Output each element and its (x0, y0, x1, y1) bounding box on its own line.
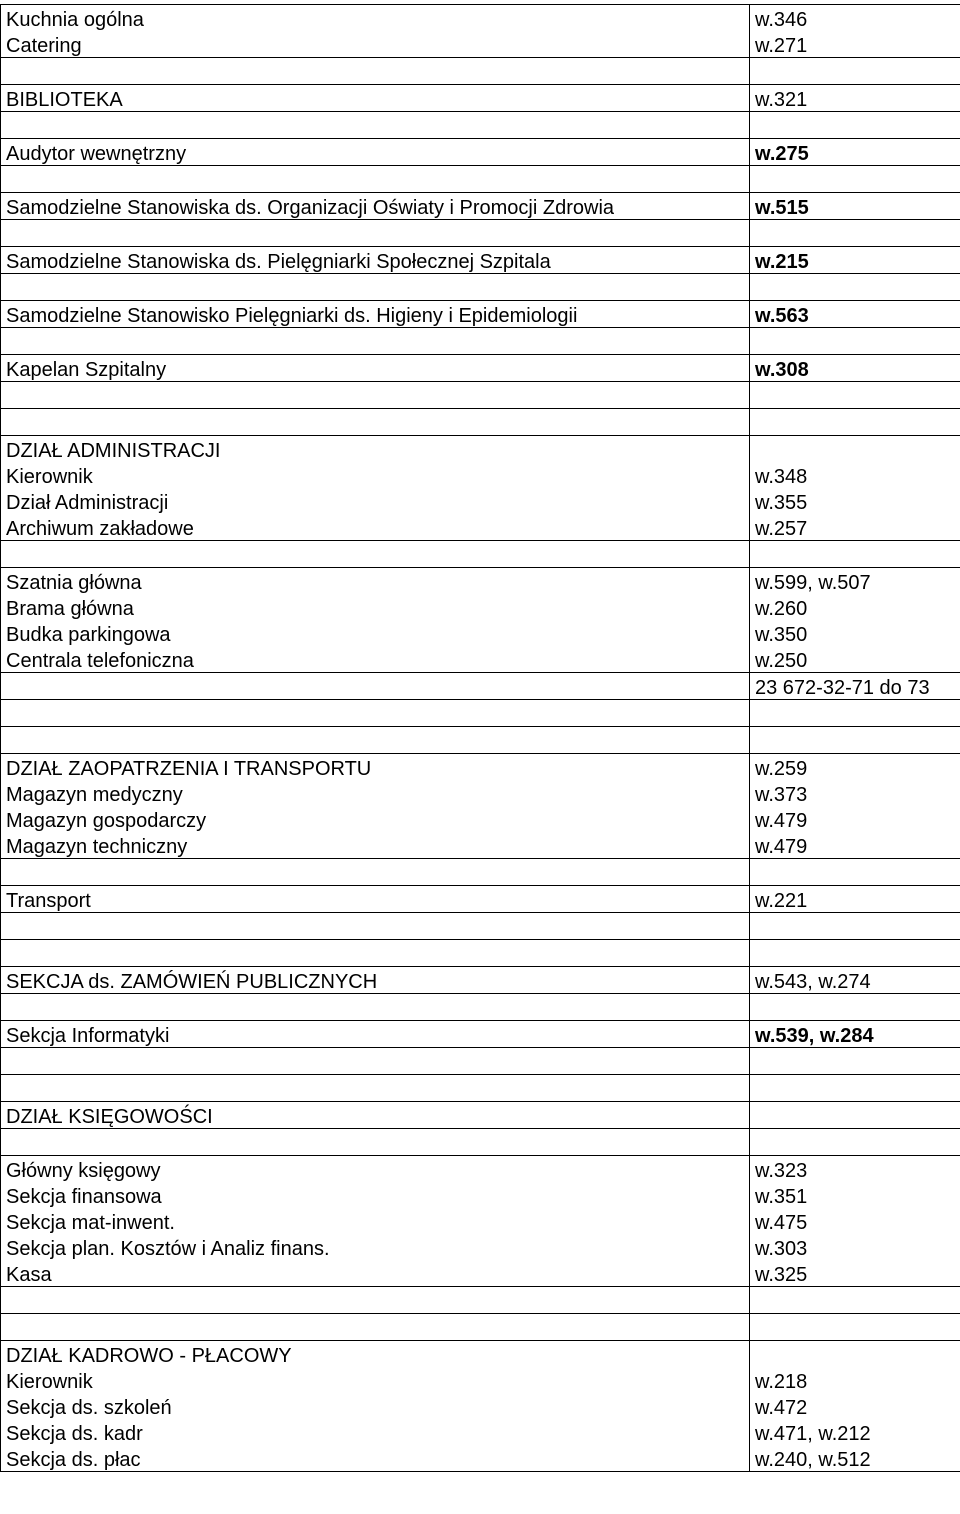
table-row (1, 754, 960, 781)
extension-number: w.479 (750, 806, 960, 832)
spacer-row (1, 274, 960, 301)
department-name: Budka parkingowa (1, 620, 750, 646)
extension-number: w.350 (750, 620, 960, 646)
table-row (1, 193, 960, 220)
department-name: Kasa (1, 1260, 750, 1287)
department-name: Samodzielne Stanowisko Pielęgniarki ds. Higieny i Epidemiologii (1, 301, 750, 328)
table-row (1, 1445, 960, 1472)
section-heading: DZIAŁ ADMINISTRACJI (1, 436, 750, 463)
table-row (1, 673, 960, 700)
table-row (1, 832, 960, 859)
department-name: Kuchnia ogólna (1, 5, 750, 32)
table-row (1, 1156, 960, 1183)
table-row (1, 436, 960, 463)
department-name: Magazyn techniczny (1, 832, 750, 859)
department-name: Magazyn medyczny (1, 780, 750, 806)
phone-number: 23 672-32-71 do 73 (750, 673, 960, 700)
spacer-row (1, 1075, 960, 1102)
department-name: Sekcja Informatyki (1, 1021, 750, 1048)
table-row (1, 1102, 960, 1129)
spacer-row (1, 112, 960, 139)
table-row (1, 1341, 960, 1368)
table-row (1, 967, 960, 994)
department-name: Sekcja mat-inwent. (1, 1208, 750, 1234)
table-row (1, 488, 960, 514)
spacer-row (1, 58, 960, 85)
department-name: Samodzielne Stanowiska ds. Organizacji Oświaty i Promocji Zdrowia (1, 193, 750, 220)
department-name: Sekcja ds. kadr (1, 1419, 750, 1445)
table-row (1, 301, 960, 328)
spacer-row (1, 409, 960, 436)
extension-number (750, 1102, 960, 1129)
spacer-row (1, 994, 960, 1021)
department-name: Główny księgowy (1, 1156, 750, 1183)
department-name: Samodzielne Stanowiska ds. Pielęgniarki Społecznej Szpitala (1, 247, 750, 274)
extension-number: w.351 (750, 1182, 960, 1208)
department-name: Transport (1, 886, 750, 913)
extension-number: w.479 (750, 832, 960, 859)
extension-number: w.348 (750, 462, 960, 488)
department-name: Sekcja ds. szkoleń (1, 1393, 750, 1419)
table-row (1, 31, 960, 58)
extension-number: w.539, w.284 (750, 1021, 960, 1048)
spacer-row (1, 1129, 960, 1156)
extension-number: w.563 (750, 301, 960, 328)
extension-number: w.472 (750, 1393, 960, 1419)
department-name: Audytor wewnętrzny (1, 139, 750, 166)
extension-number: w.355 (750, 488, 960, 514)
section-heading: SEKCJA ds. ZAMÓWIEŃ PUBLICZNYCH (1, 967, 750, 994)
table-row (1, 1208, 960, 1234)
table-row (1, 1393, 960, 1419)
spacer-row (1, 700, 960, 727)
department-name: Magazyn gospodarczy (1, 806, 750, 832)
table-row (1, 780, 960, 806)
extension-number: w.346 (750, 5, 960, 32)
extension-number (750, 1341, 960, 1368)
extension-number: w.325 (750, 1260, 960, 1287)
extension-number: w.221 (750, 886, 960, 913)
spacer-row (1, 328, 960, 355)
department-name: Archiwum zakładowe (1, 514, 750, 541)
extension-number: w.240, w.512 (750, 1445, 960, 1472)
extension-number: w.257 (750, 514, 960, 541)
table-row (1, 355, 960, 382)
department-name: Sekcja plan. Kosztów i Analiz finans. (1, 1234, 750, 1260)
phone-extension-table (0, 4, 960, 1472)
section-heading: DZIAŁ KSIĘGOWOŚCI (1, 1102, 750, 1129)
spacer-row (1, 940, 960, 967)
extension-number: w.259 (750, 754, 960, 781)
department-name: Kierownik (1, 462, 750, 488)
department-name: Sekcja ds. płac (1, 1445, 750, 1472)
spacer-row (1, 541, 960, 568)
table-row (1, 5, 960, 32)
spacer-row (1, 859, 960, 886)
spacer-row (1, 166, 960, 193)
department-name: Kierownik (1, 1367, 750, 1393)
extension-number: w.260 (750, 594, 960, 620)
extension-number: w.475 (750, 1208, 960, 1234)
extension-number: w.271 (750, 31, 960, 58)
extension-number: w.275 (750, 139, 960, 166)
department-name: Szatnia główna (1, 568, 750, 595)
extension-number: w.471, w.212 (750, 1419, 960, 1445)
table-row (1, 1021, 960, 1048)
table-row (1, 247, 960, 274)
department-name: Centrala telefoniczna (1, 646, 750, 673)
extension-number: w.515 (750, 193, 960, 220)
extension-number: w.308 (750, 355, 960, 382)
extension-number: w.321 (750, 85, 960, 112)
spacer-row (1, 220, 960, 247)
table-row (1, 646, 960, 673)
extension-number: w.543, w.274 (750, 967, 960, 994)
extension-number: w.215 (750, 247, 960, 274)
table-row (1, 462, 960, 488)
department-name: Brama główna (1, 594, 750, 620)
extension-number: w.250 (750, 646, 960, 673)
department-name: BIBLIOTEKA (1, 85, 750, 112)
section-heading: DZIAŁ KADROWO - PŁACOWY (1, 1341, 750, 1368)
table-row (1, 568, 960, 595)
extension-number: w.323 (750, 1156, 960, 1183)
table-row (1, 594, 960, 620)
table-row (1, 514, 960, 541)
spacer-row (1, 1287, 960, 1314)
spacer-row (1, 1048, 960, 1075)
spacer-row (1, 913, 960, 940)
extension-number: w.599, w.507 (750, 568, 960, 595)
department-name: Sekcja finansowa (1, 1182, 750, 1208)
table-row (1, 1367, 960, 1393)
extension-number: w.218 (750, 1367, 960, 1393)
table-row (1, 1234, 960, 1260)
table-row (1, 1182, 960, 1208)
table-row (1, 1260, 960, 1287)
department-name: Catering (1, 31, 750, 58)
table-row (1, 85, 960, 112)
department-name: Dział Administracji (1, 488, 750, 514)
table-row (1, 806, 960, 832)
table-row (1, 139, 960, 166)
extension-number: w.373 (750, 780, 960, 806)
spacer-row (1, 727, 960, 754)
department-name (1, 673, 750, 700)
spacer-row (1, 1314, 960, 1341)
department-name: Kapelan Szpitalny (1, 355, 750, 382)
table-row (1, 1419, 960, 1445)
table-row (1, 886, 960, 913)
table-row (1, 620, 960, 646)
extension-number (750, 436, 960, 463)
extension-number: w.303 (750, 1234, 960, 1260)
section-heading: DZIAŁ ZAOPATRZENIA I TRANSPORTU (1, 754, 750, 781)
spacer-row (1, 382, 960, 409)
